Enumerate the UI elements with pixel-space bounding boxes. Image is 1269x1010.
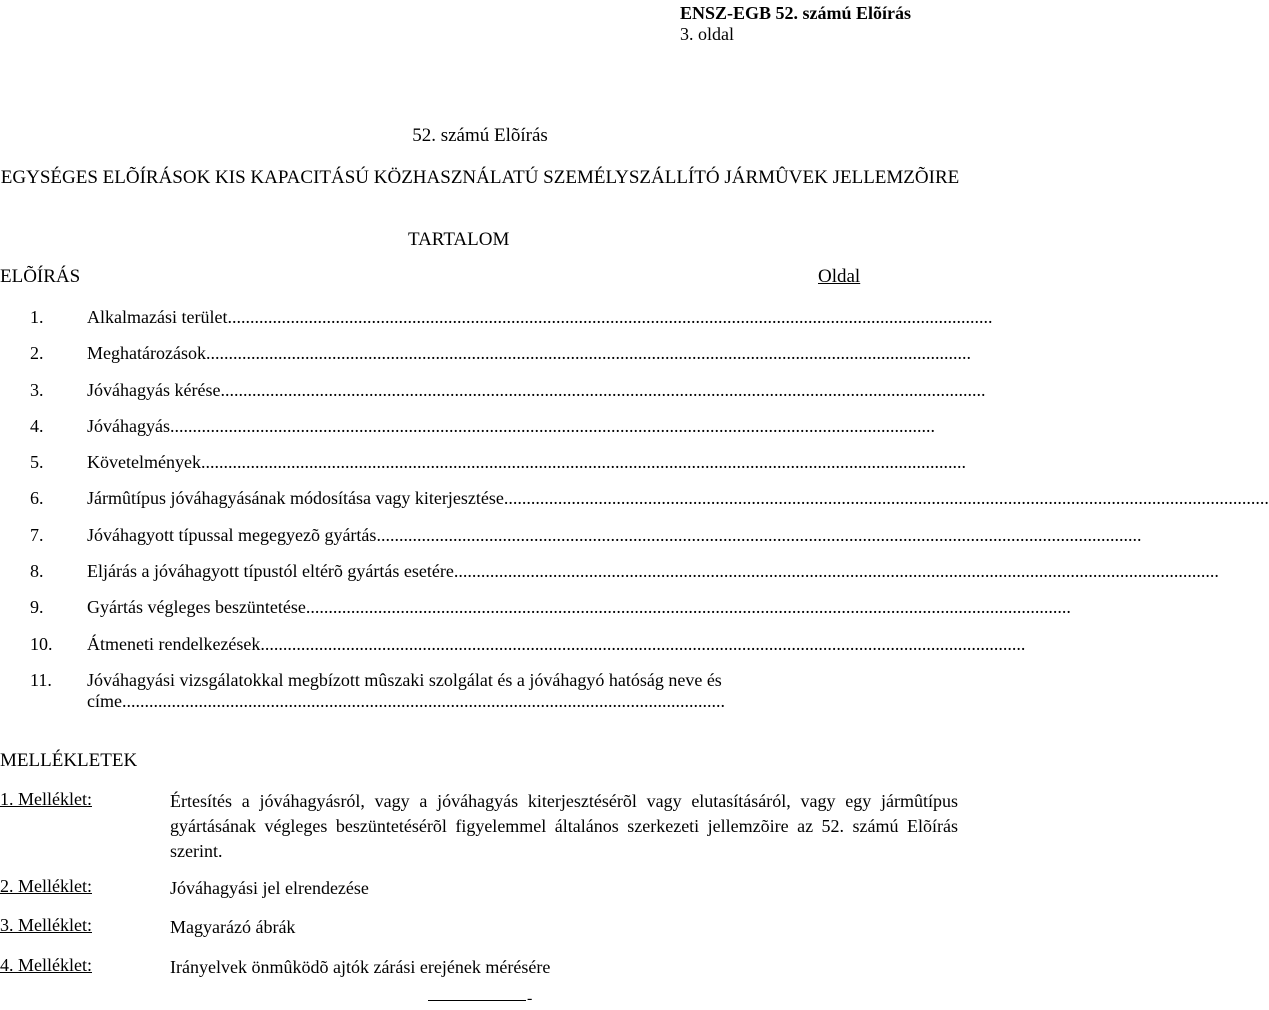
toc-item-number: 7. xyxy=(30,524,44,545)
toc-item[interactable] xyxy=(0,670,870,722)
annex-description: Irányelvek önmûködõ ajtók zárási erejének mérésére xyxy=(170,957,551,977)
regulation-reference: ENSZ-EGB 52. számú Elõírás xyxy=(680,3,912,23)
annex-description: Jóváhagyási jel elrendezése xyxy=(170,878,369,898)
toc-item[interactable] xyxy=(0,452,966,488)
page-number: 3. oldal xyxy=(680,23,734,44)
toc-item-title: Átmeneti rendelkezések.......................................................................................................................................................................... xyxy=(87,633,1026,654)
toc-item[interactable] xyxy=(0,415,935,452)
regulation-title: 52. számú Elõírás xyxy=(412,125,548,146)
toc-item-title: Gyártás végleges beszüntetése.......................................................................................................................................................................... xyxy=(87,597,1071,618)
footer-mark: - xyxy=(527,990,533,1007)
toc-item-title: Jármûtípus jóváhagyásának módosítása vagy kiterjesztése.......................................................................................................................................................................... xyxy=(87,488,1269,509)
toc-item-title: Jóváhagyott típussal megegyezõ gyártás.......................................................................................................................................................................... xyxy=(87,524,1142,545)
toc-item-title: Alkalmazási terület.......................................................................................................................................................................... xyxy=(87,307,993,327)
toc-item-number: 6. xyxy=(30,488,44,509)
toc-item-number: 5. xyxy=(30,452,44,473)
toc-item-number: 8. xyxy=(30,561,44,582)
toc-item[interactable] xyxy=(0,307,993,343)
toc-item-title: Eljárás a jóváhagyott típustól eltérõ gyártás esetére.......................................................................................................................................................................... xyxy=(87,561,1219,582)
toc-item-number: 9. xyxy=(30,597,44,618)
toc-item-number: 10. xyxy=(30,633,53,654)
annex-label[interactable]: 2. Melléklet: xyxy=(0,876,92,896)
page-column-label: Oldal xyxy=(818,266,861,287)
toc-item-title: Jóváhagyási vizsgálatokkal megbízott mûszaki szolgálat és a jóváhagyó hatóság neve és címe...................................................................................................................................... xyxy=(87,669,725,711)
annex-label[interactable]: 4. Melléklet: xyxy=(0,955,92,975)
annex-label[interactable]: 3. Melléklet: xyxy=(0,915,92,935)
contents-heading: TARTALOM xyxy=(408,229,510,250)
toc-item-title: Jóváhagyás.......................................................................................................................................................................... xyxy=(87,415,935,436)
annex-description: Magyarázó ábrák xyxy=(170,917,296,937)
toc-item-number: 2. xyxy=(30,343,44,364)
toc-item-title: Jóváhagyás kérése.......................................................................................................................................................................... xyxy=(87,379,986,400)
toc-item-number: 3. xyxy=(30,379,44,400)
table-of-contents xyxy=(0,307,1269,722)
annex-description: Értesítés a jóváhagyásról, vagy a jóváhagyás kiterjesztésérõl vagy elutasításáról, vagy egy jármûtípus gyártásának végleges beszüntetésérõl figyelemmel általános szerkezeti jellemzõire az 52. számú Elõírás szerint. xyxy=(170,791,958,861)
toc-item[interactable] xyxy=(0,343,971,379)
toc-item-number: 1. xyxy=(30,307,44,327)
section-heading: ELÕÍRÁS xyxy=(0,266,81,287)
toc-item[interactable] xyxy=(0,379,986,416)
toc-item-title: Meghatározások.......................................................................................................................................................................... xyxy=(87,343,971,364)
toc-item-number: 11. xyxy=(30,669,52,690)
page-header xyxy=(640,3,940,44)
footer-rule xyxy=(428,1000,526,1001)
toc-item[interactable] xyxy=(0,561,1219,597)
annexes-heading: MELLÉKLETEK xyxy=(0,750,138,771)
document-title: EGYSÉGES ELÕÍRÁSOK KIS KAPACITÁSÚ KÖZHASZNÁLATÚ SZEMÉLYSZÁLLÍTÓ JÁRMÛVEK JELLEMZÕIRE xyxy=(0,167,960,188)
toc-item-number: 4. xyxy=(30,415,44,436)
toc-item[interactable] xyxy=(0,488,1269,524)
toc-item-title: Követelmények.......................................................................................................................................................................... xyxy=(87,452,966,473)
toc-item[interactable] xyxy=(0,597,1071,633)
annex-label[interactable]: 1. Melléklet: xyxy=(0,789,92,809)
toc-item[interactable] xyxy=(0,524,1142,561)
toc-item[interactable] xyxy=(0,633,1026,670)
